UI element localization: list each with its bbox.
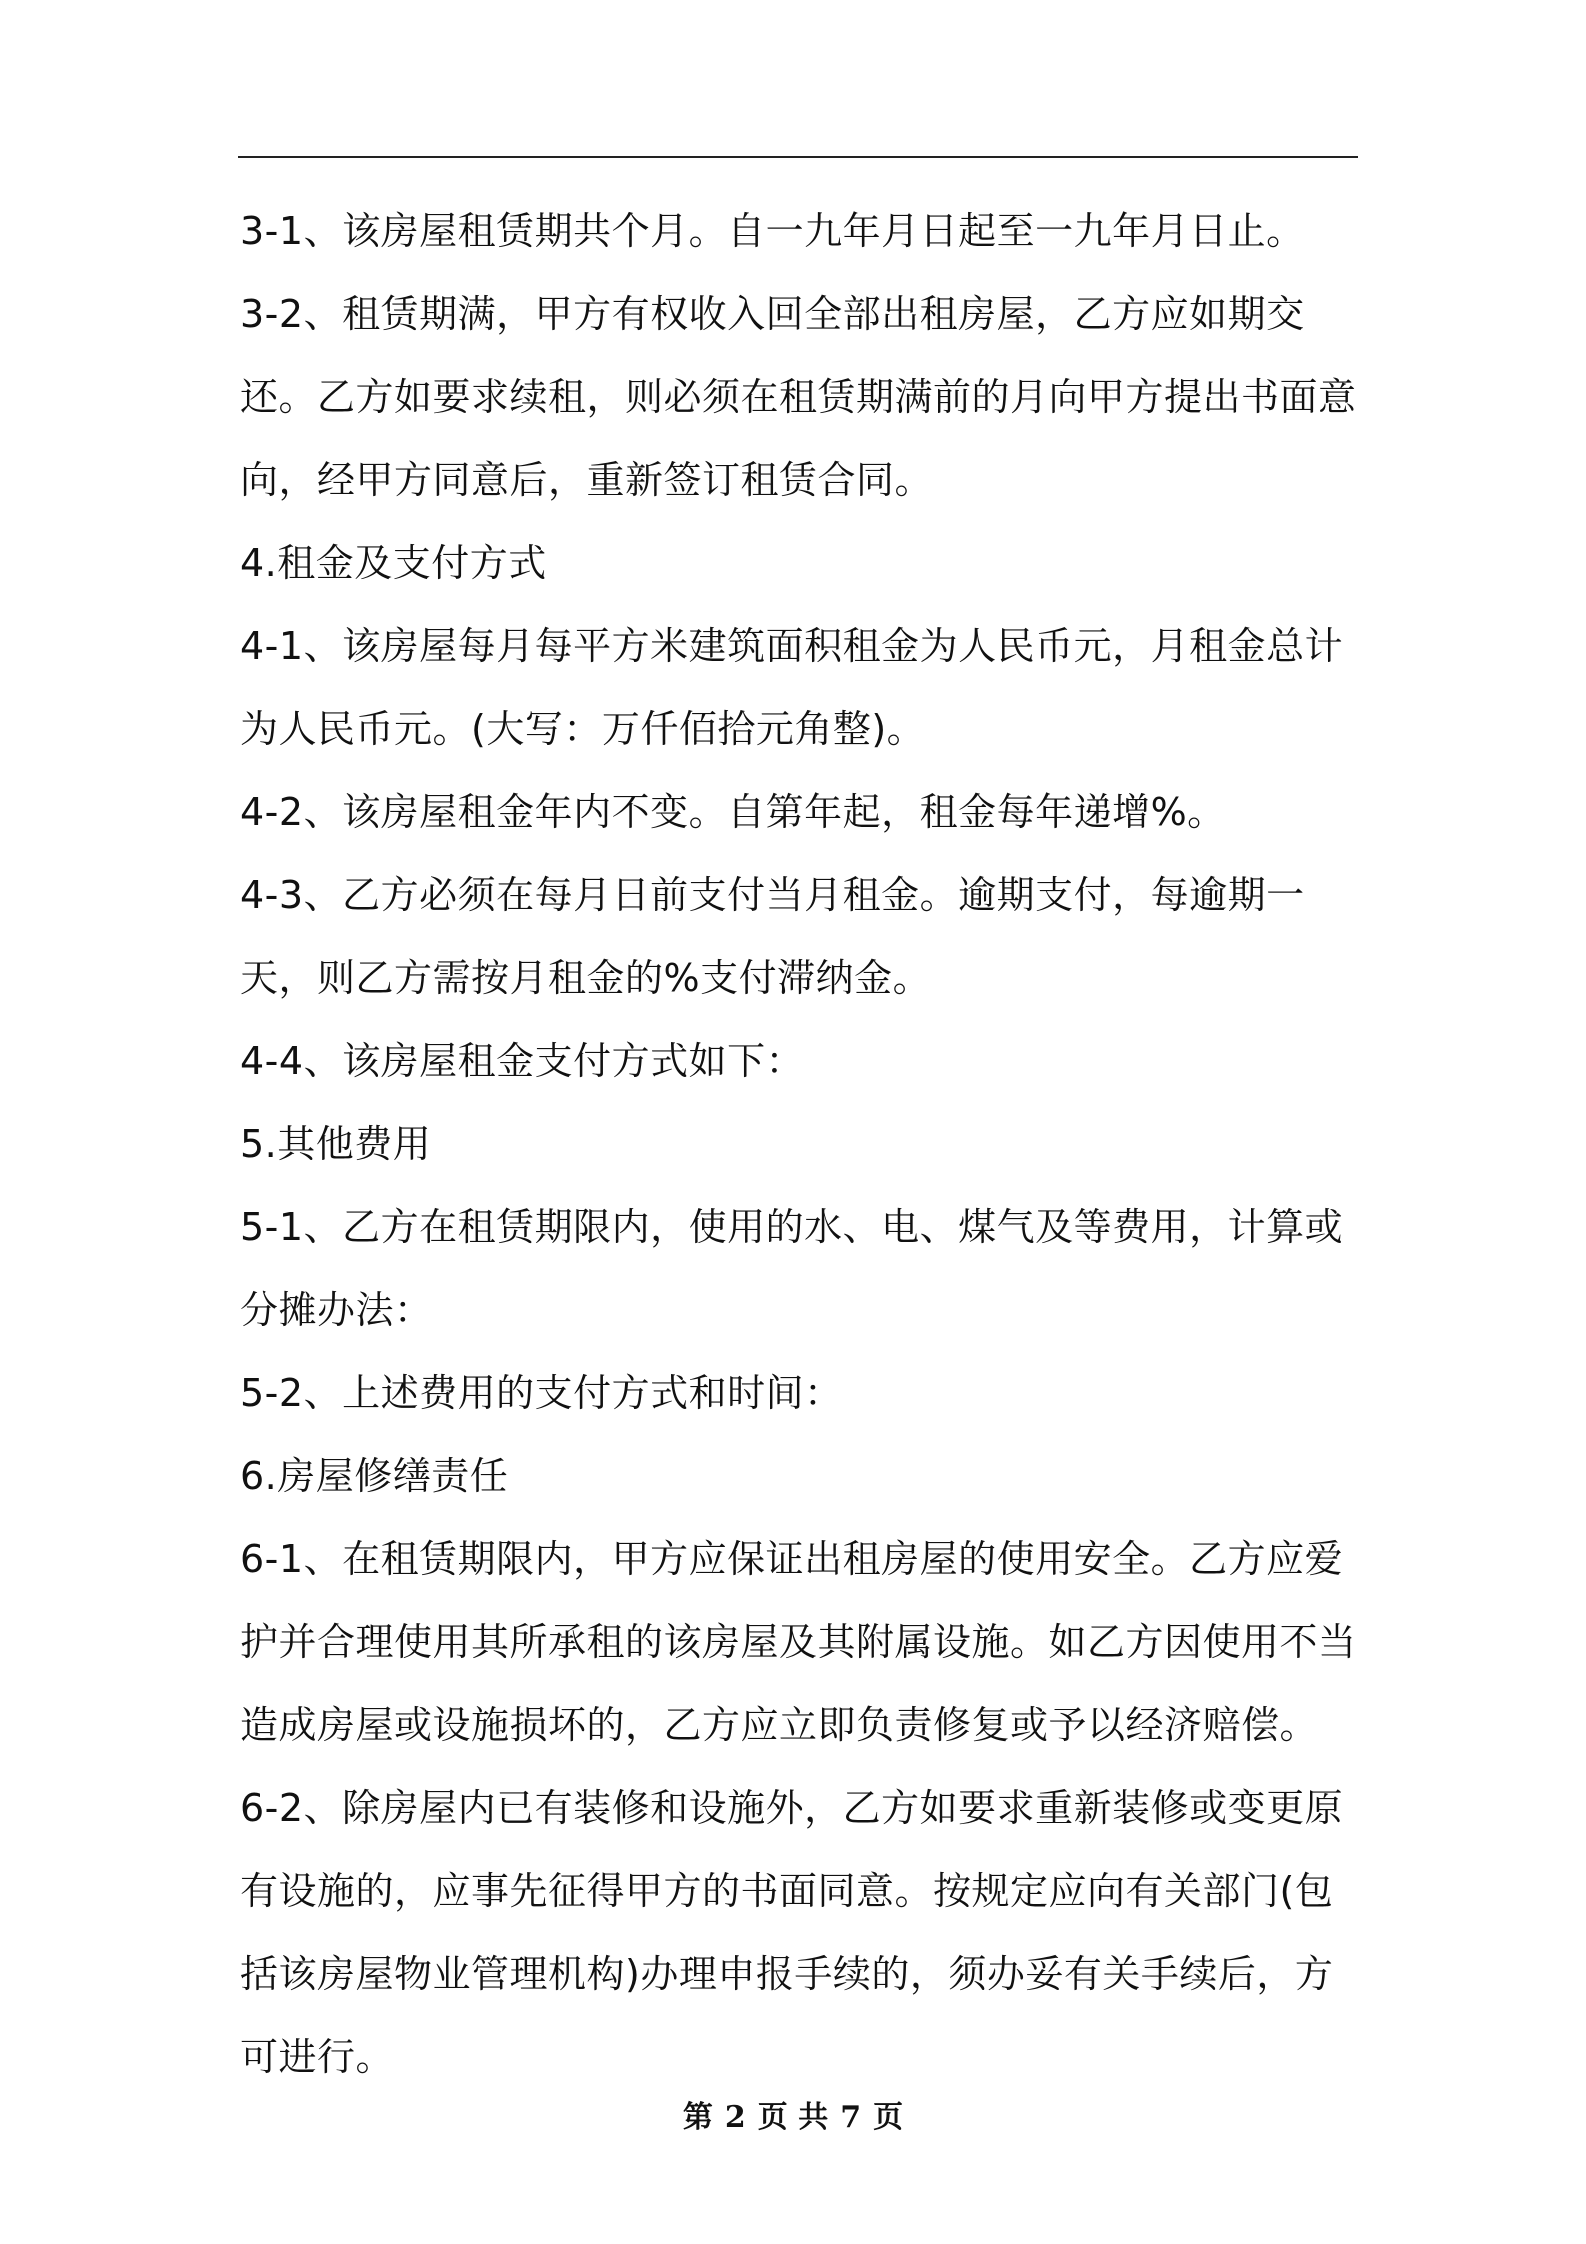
footer-middle: 页 共 <box>757 2100 829 2135</box>
paragraph-5-1: 5-1、乙方在租赁期限内，使用的水、电、煤气及等费用，计算或分摊办法： <box>240 1205 1344 1332</box>
paragraph-5-2: 5-2、上述费用的支付方式和时间： <box>240 1371 843 1415</box>
footer-current-page: 2 <box>724 2100 746 2135</box>
paragraph-3-2: 3-2、租赁期满，甲方有权收入回全部出租房屋，乙方应如期交还。乙方如要求续租，则必须在租赁期满前的月向甲方提出书面意向，经甲方同意后，重新签订租赁合同。 <box>240 292 1357 502</box>
section-heading-other-fees: 5.其他费用 <box>240 1122 432 1166</box>
section-heading-repairs: 6.房屋修缮责任 <box>240 1454 509 1498</box>
paragraph-4-2: 4-2、该房屋租金年内不变。自第年起，租金每年递增%。 <box>240 790 1226 834</box>
page-footer <box>0 2092 1586 2136</box>
footer-suffix: 页 <box>873 2100 904 2135</box>
paragraph-4-4: 4-4、该房屋租金支付方式如下： <box>240 1039 805 1083</box>
footer-total-pages: 7 <box>840 2100 862 2135</box>
document-body <box>240 190 1360 2099</box>
paragraph-6-1: 6-1、在租赁期限内，甲方应保证出租房屋的使用安全。乙方应爱护并合理使用其所承租的该房屋及其附属设施。如乙方因使用不当造成房屋或设施损坏的，乙方应立即负责修复或予以经济赔偿。 <box>240 1537 1357 1747</box>
paragraph-4-3: 4-3、乙方必须在每月日前支付当月租金。逾期支付，每逾期一天，则乙方需按月租金的%支付滞纳金。 <box>240 873 1305 1000</box>
section-heading-rent: 4.租金及支付方式 <box>240 541 547 585</box>
header-rule <box>238 156 1358 158</box>
paragraph-4-1: 4-1、该房屋每月每平方米建筑面积租金为人民币元，月租金总计为人民币元。(大写：万仟佰拾元角整)。 <box>240 624 1344 751</box>
footer-prefix: 第 <box>682 2100 713 2135</box>
paragraph-3-1: 3-1、该房屋租赁期共个月。自一九年月日起至一九年月日止。 <box>240 209 1305 253</box>
paragraph-6-2: 6-2、除房屋内已有装修和设施外，乙方如要求重新装修或变更原有设施的，应事先征得甲方的书面同意。按规定应向有关部门(包括该房屋物业管理机构)办理申报手续的，须办妥有关手续后，方可进行。 <box>240 1786 1344 2079</box>
